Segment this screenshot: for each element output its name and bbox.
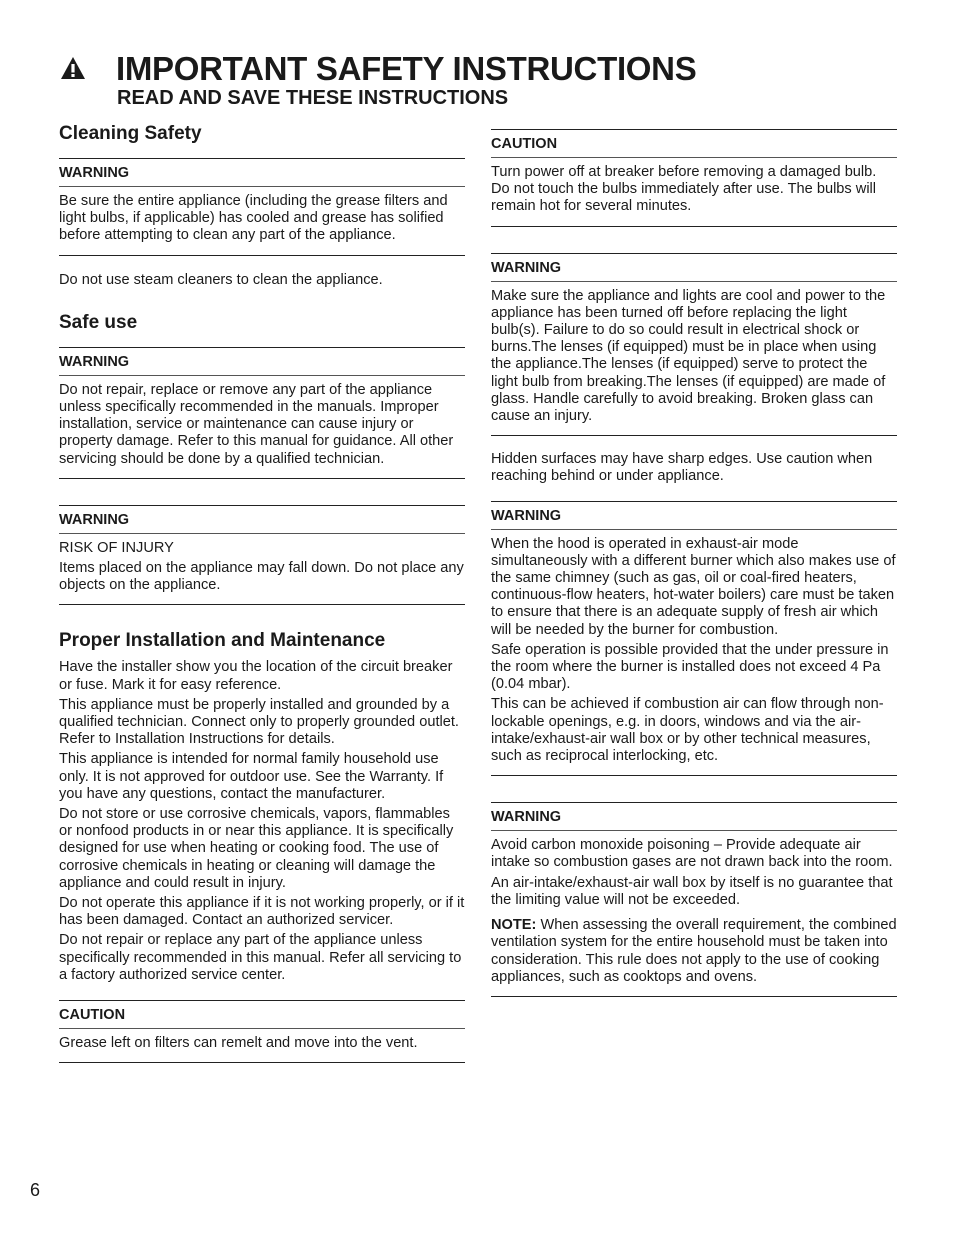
right-column [491, 129, 897, 997]
injury-warning-text: Items placed on the appliance may fall down. Do not place any objects on the appliance. [59, 560, 464, 594]
carbon-monoxide-warning-box [491, 802, 897, 997]
carbon-monoxide-paragraph: Avoid carbon monoxide poisoning – Provide adequate air intake so combustion gases are not drawn back into the room. [491, 837, 893, 871]
installation-paragraph: Do not operate this appliance if it is not working properly, or if it has been damaged. Contact an authorized servicer. [59, 895, 465, 929]
page-title: IMPORTANT SAFETY INSTRUCTIONS [116, 50, 697, 87]
page-subtitle: READ AND SAVE THESE INSTRUCTIONS [117, 87, 509, 109]
risk-of-injury-text: RISK OF INJURY [59, 539, 174, 556]
cleaning-warning-text: Be sure the entire appliance (including the grease filters and light bulbs, if applicable) has cooled and grease has solified before attempting to clean any part of the appliance. [59, 193, 448, 244]
bulb-caution-box [491, 129, 897, 227]
lights-warning-box [491, 253, 897, 437]
note-text: When assessing the overall requirement, the combined ventilation system for the entire household must be taken into consideration. This rule does not apply to the use of cooking appliances, such as cooktops and ovens. [491, 917, 897, 985]
warning-label: WARNING [491, 803, 897, 831]
exhaust-warning-paragraph: This can be achieved if combustion air can flow through non-lockable openings, e.g. in doors, windows and via the air-intake/exhaust-air wall box or by other technical measures, such as reciprocal interlocking, etc. [491, 696, 884, 765]
warning-label: WARNING [59, 159, 465, 187]
caution-label: CAUTION [59, 1001, 465, 1029]
lights-warning-text: Make sure the appliance and lights are cool and power to the appliance has been turned off before replacing the light bulb(s). Failure to do so could result in electrical shock or burns.The lenses (if equipped) must be in place when using the appliance.The lenses (if equipped) serve to protect the light bulb from breaking.The lenses (if equipped) are made of glass. Handle carefully to avoid breaking. Broken glass can cause an injury. [491, 287, 886, 425]
installation-heading: Proper Installation and Maintenance [59, 630, 386, 652]
safe-use-warning-text: Do not repair, replace or remove any part of the appliance unless specifically recommended in the manuals. Improper installation, service or maintenance can cause injury or property damage. Refer to this manual for guidance. All other servicing should be done by a qualified technician. [59, 381, 454, 467]
page-number: 6 [30, 1180, 41, 1200]
warning-label: WARNING [59, 348, 465, 376]
injury-warning-box [59, 505, 465, 606]
safe-use-heading: Safe use [59, 311, 138, 333]
caution-label: CAUTION [491, 130, 897, 158]
sharp-edges-note: Hidden surfaces may have sharp edges. Use caution when reaching behind or under appliance. [491, 451, 873, 485]
ventilation-note [491, 917, 897, 986]
warning-label: WARNING [491, 502, 897, 530]
installation-paragraph: Do not store or use corrosive chemicals, vapors, flammables or nonfood products in or near this appliance. It is specifically designed for use when heating or cooking food. The use of corrosive chemicals in heating or cleaning will damage the appliance and could result in injury. [59, 806, 454, 891]
safe-use-warning-box [59, 347, 465, 479]
note-label: NOTE: [491, 917, 537, 934]
installation-paragraph: Have the installer show you the location of the circuit breaker or fuse. Mark it for easy reference. [59, 659, 453, 693]
left-column [59, 122, 465, 1063]
steam-cleaner-note: Do not use steam cleaners to clean the appliance. [59, 271, 383, 288]
installation-paragraph: Do not repair or replace any part of the appliance unless specifically recommended in this manual. Refer all servicing to a factory authorized service center. [59, 932, 462, 983]
bulb-caution-text: Turn power off at breaker before removing a damaged bulb. Do not touch the bulbs immediately after use. The bulbs will remain hot for several minutes. [491, 164, 877, 215]
warning-label: WARNING [491, 254, 897, 282]
grease-caution-text: Grease left on filters can remelt and move into the vent. [59, 1035, 418, 1052]
warning-label: WARNING [59, 506, 465, 534]
exhaust-warning-paragraph: Safe operation is possible provided that the under pressure in the room where the burner is installed does not exceed 4 Pa (0.04 mbar). [491, 641, 889, 693]
installation-paragraph: This appliance must be properly installed and grounded by a qualified technician. Connect only to properly grounded outlet. Refer to Installation Instructions for details. [59, 696, 459, 748]
installation-paragraph: This appliance is intended for normal family household use only. It is not approved for outdoor use. See the Warranty. If you have any questions, contact the manufacturer. [59, 751, 444, 802]
grease-caution-box [59, 1000, 465, 1063]
exhaust-warning-box [491, 501, 897, 777]
cleaning-warning-box [59, 158, 465, 256]
carbon-monoxide-paragraph: An air-intake/exhaust-air wall box by itself is no guarantee that the limiting value will not be exceeded. [491, 874, 893, 908]
cleaning-safety-heading: Cleaning Safety [59, 123, 202, 144]
exhaust-warning-paragraph: When the hood is operated in exhaust-air mode simultaneously with a different burner which also makes use of the same chimney (such as gas, oil or coal-fired heaters, continuous-flow heaters, hot-water boilers) care must be taken to ensure that there is an adequate supply of fresh air which will be needed by the burner for combustion. [491, 535, 896, 638]
warning-triangle-icon [60, 56, 86, 80]
